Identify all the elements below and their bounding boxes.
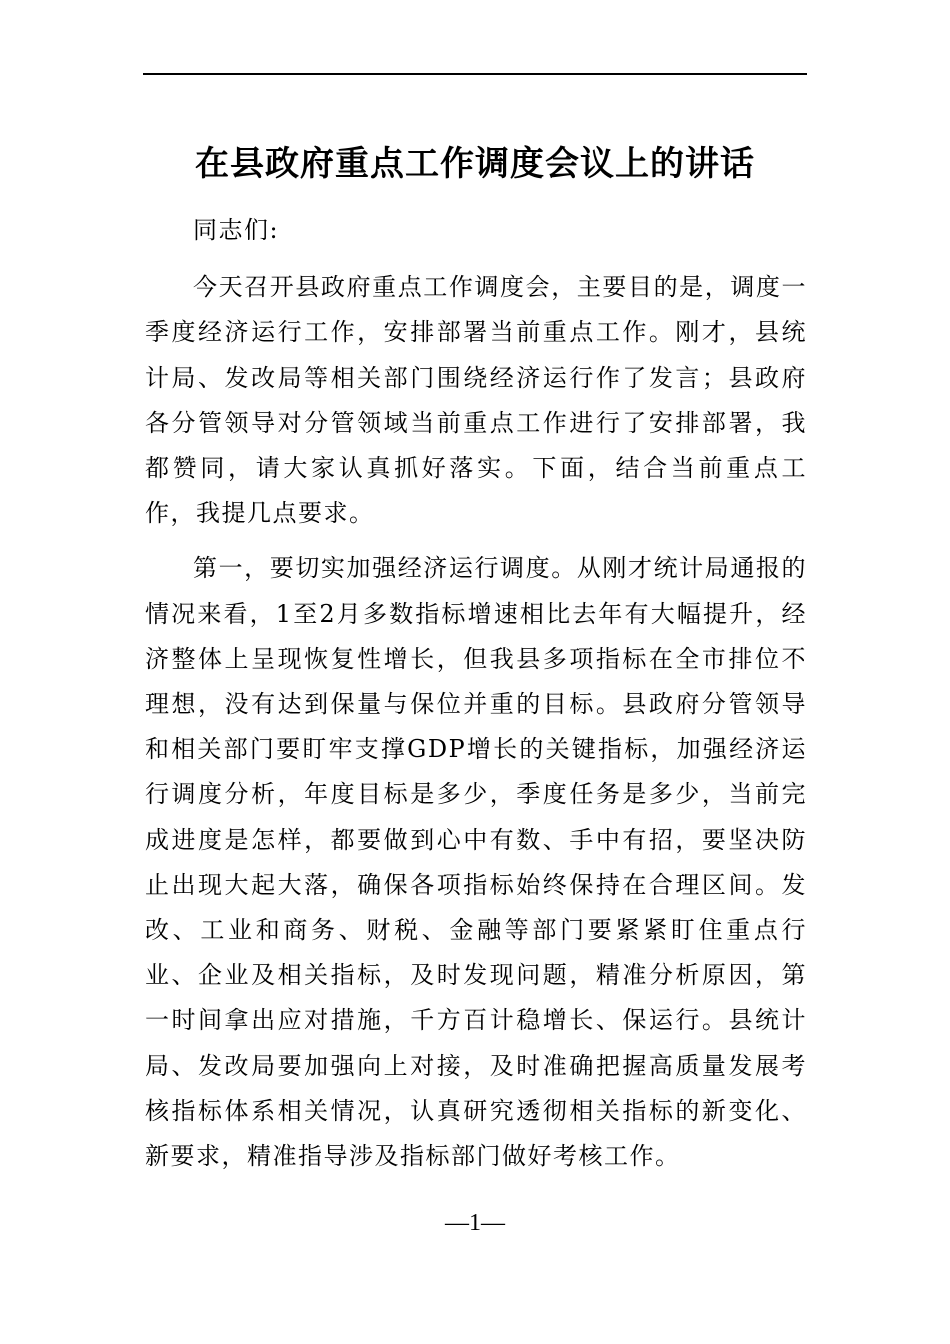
page-number: —1— (445, 1210, 505, 1236)
header-rule (143, 73, 807, 75)
document-title: 在县政府重点工作调度会议上的讲话 (195, 144, 755, 184)
salutation: 同志们: (193, 216, 280, 244)
paragraph: 第一，要切实加强经济运行调度。从刚才统计局通报的情况来看，1至2月多数指标增速相比去年有大幅提升，经济整体上呈现恢复性增长，但我县多项指标在全市排位不理想，没有达到保量与保位并重的目标。县政府分管领导和相关部门要盯牢支撑GDP增长的关键指标，加强经济运行调度分析，年度目标是多少，季度任务是多少，当前完成进度是怎样，都要做到心中有数、手中有招，要坚决防止出现大起大落，确保各项指标始终保持在合理区间。发改、工业和商务、财税、金融等部门要紧紧盯住重点行业、企业及相关指标，及时发现问题，精准分析原因，第一时间拿出应对措施，千方百计稳增长、保运行。县统计局、发改局要加强向上对接，及时准确把握高质量发展考核指标体系相关情况，认真研究透彻相关指标的新变化、新要求，精准指导涉及指标部门做好考核工作。 (145, 554, 807, 1171)
document-body (145, 208, 807, 1179)
paragraph: 今天召开县政府重点工作调度会，主要目的是，调度一季度经济运行工作，安排部署当前重点工作。刚才，县统计局、发改局等相关部门围绕经济运行作了发言；县政府各分管领导对分管领域当前重点工作进行了安排部署，我都赞同，请大家认真抓好落实。下面，结合当前重点工作，我提几点要求。 (145, 273, 807, 528)
